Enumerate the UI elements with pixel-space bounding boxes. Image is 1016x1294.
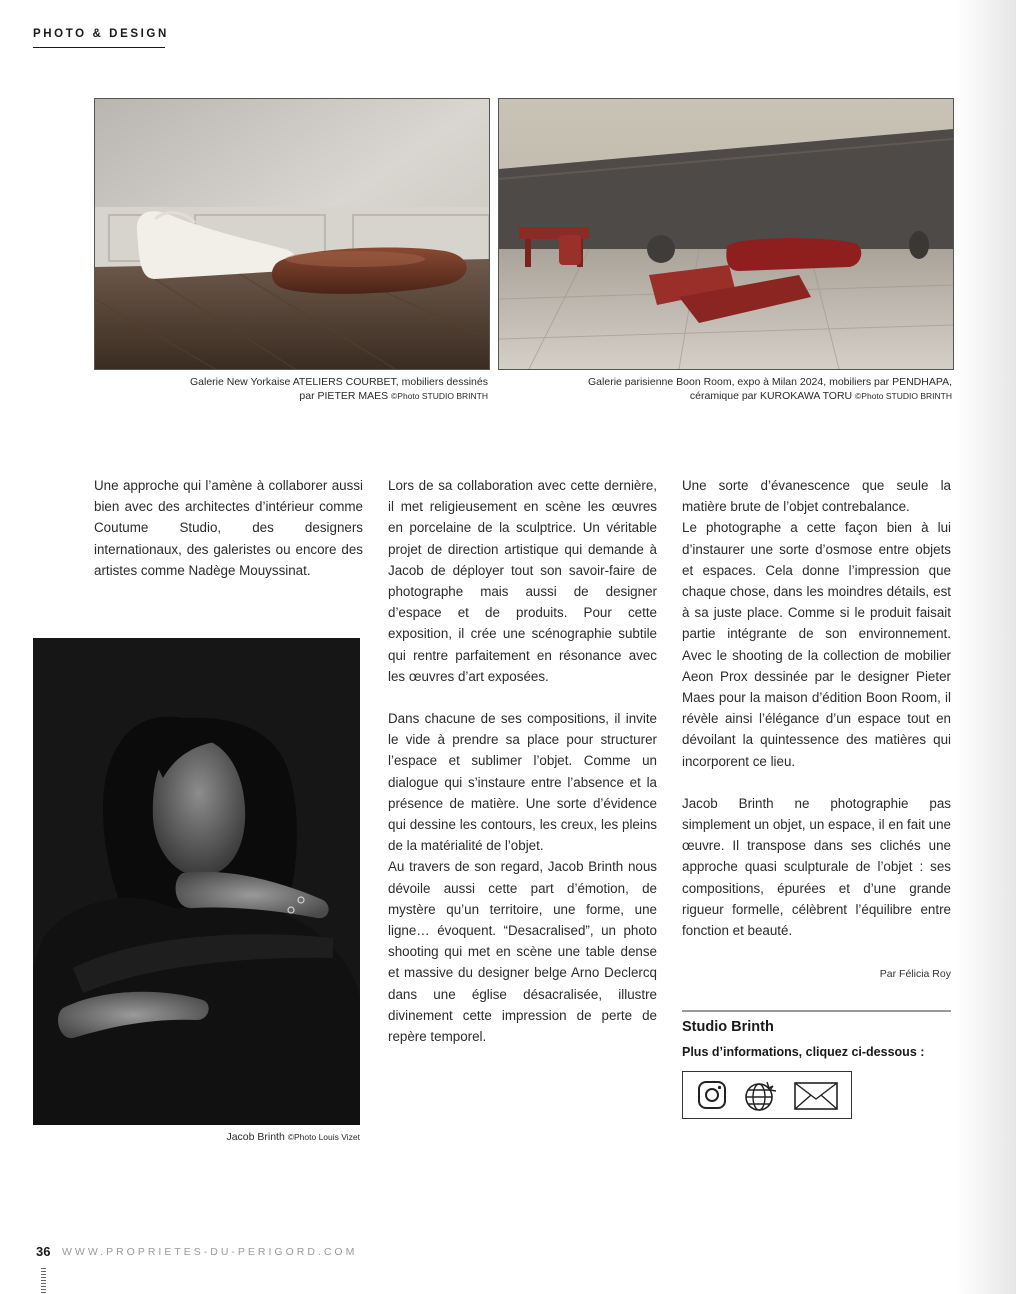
article-paragraph: Dans chacune de ses compositions, il invite le vide à prendre sa place pour structurer l’espace et sublimer l’objet. Comme un dialogue qui s’instaure entre l’absence et la présence de matière. Une sorte d’évidence qui dessine les contours, les creux, les pleins de la matérialité de l’objet. bbox=[388, 711, 657, 854]
caption-text: par PIETER MAES bbox=[299, 389, 389, 402]
article-column-3 bbox=[682, 475, 951, 941]
website-icon[interactable] bbox=[743, 1080, 777, 1112]
photo-caption-2 bbox=[498, 376, 952, 403]
photo-credit: ©Photo STUDIO BRINTH bbox=[855, 390, 952, 401]
article-paragraph: Lors de sa collaboration avec cette dernière, il met religieusement en scène les œuvres en porcelaine de la sculptrice. Un véritable projet de direction artistique qui demande à Jacob de déployer tout son savoir-faire de photographe mais aussi de designer d’espace et de produits. Pour cette exposition, il crée une scénographie subtile qui rentre parfaitement en résonance avec les œuvres d’art exposées. bbox=[388, 478, 657, 684]
author-byline: Par Félicia Roy bbox=[879, 968, 951, 980]
gallery-photo-boon-room bbox=[498, 98, 954, 370]
print-tick-mark bbox=[41, 1268, 46, 1294]
section-label: PHOTO & DESIGN bbox=[33, 28, 169, 40]
section-underline bbox=[33, 47, 165, 48]
article-paragraph: Jacob Brinth ne photographie pas simplement un objet, un espace, il en fait une œuvre. Il transpose dans ses clichés une approche quasi sculpturale de l’objet : ses compositions, épurées et d’une grande rigueur formelle, célèbrent l’équilibre entre fonction et beauté. bbox=[682, 795, 951, 939]
instagram-icon[interactable] bbox=[697, 1080, 727, 1110]
info-box-rule bbox=[682, 1010, 951, 1012]
studio-title: Studio Brinth bbox=[682, 1019, 774, 1035]
gallery-photo-ateliers-courbet bbox=[94, 98, 490, 370]
studio-subtitle: Plus d’informations, cliquez ci-dessous : bbox=[682, 1045, 925, 1059]
website-url[interactable]: WWW.PROPRIETES-DU-PERIGORD.COM bbox=[62, 1246, 358, 1258]
portrait-photo-jacob-brinth bbox=[33, 638, 360, 1125]
contact-links-box bbox=[682, 1071, 852, 1119]
article-paragraph: Au travers de son regard, Jacob Brinth nous dévoile aussi cette part d’émotion, de mystère qu’un territoire, une forme, une ligne… évoquent. “Desacralised”, un photo shooting qui met en scène une table dense et massive du designer belge Arno Declercq dans une église désacralisée, illustre divinement cette impression de perte de repère temporel. bbox=[388, 859, 657, 1045]
portrait-caption bbox=[33, 1131, 360, 1143]
photo-caption-1 bbox=[94, 376, 488, 403]
photo-credit: ©Photo STUDIO BRINTH bbox=[391, 390, 488, 401]
article-paragraph: Le photographe a cette façon bien à lui d’instaurer une sorte d’osmose entre objets et espaces. Cela donne l’impression que chaque chose, dans les moindres détails, est à sa juste place. Comme si le produit faisait partie intégrante de son environnement. Avec le shooting de la collection de mobilier Aeon Prox dessinée par le designer Pieter Maes pour la maison d’édition Boon Room, il révèle ainsi l’élégance d’un espace tout en dévoilant la quintessence des matières qui incorporent ce lieu. bbox=[682, 520, 951, 769]
caption-text: Galerie parisienne Boon Room, expo à Milan 2024, mobiliers par PENDHAPA, bbox=[588, 376, 952, 388]
page-edge-shade bbox=[956, 0, 1016, 1294]
article-column-1 bbox=[94, 475, 363, 581]
caption-text: céramique par KUROKAWA TORU bbox=[689, 389, 853, 402]
caption-text: Galerie New Yorkaise ATELIERS COURBET, mobiliers dessinés bbox=[189, 376, 488, 388]
caption-text: Jacob Brinth bbox=[226, 1131, 285, 1143]
article-paragraph: Une approche qui l’amène à collaborer aussi bien avec des architectes d’intérieur comme Coutume Studio, des designers internationaux, des galeristes ou encore des artistes comme Nadège Mouyssinat. bbox=[94, 478, 363, 578]
photo-credit: ©Photo Louis Vizet bbox=[287, 1132, 360, 1142]
page-number: 36 bbox=[36, 1244, 51, 1259]
article-paragraph: Une sorte d’évanescence que seule la matière brute de l’objet contrebalance. bbox=[682, 478, 951, 515]
article-column-2 bbox=[388, 475, 657, 1047]
email-icon[interactable] bbox=[793, 1080, 839, 1112]
